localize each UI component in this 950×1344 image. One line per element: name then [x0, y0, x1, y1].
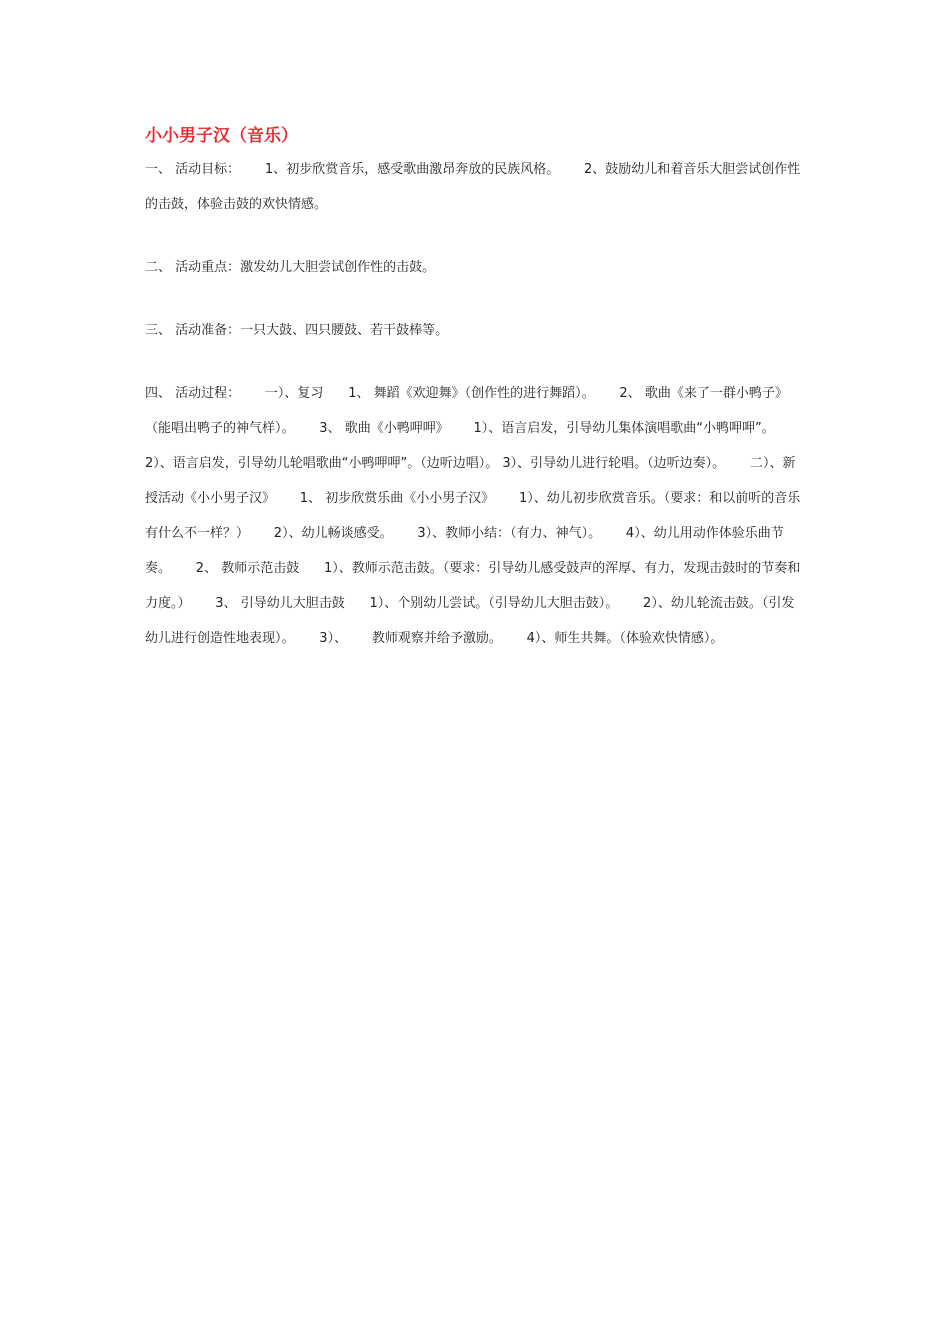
section-focus: 二、 活动重点：激发幼儿大胆尝试创作性的击鼓。 [145, 260, 436, 275]
document-title: 小小男子汉（音乐） [145, 126, 298, 146]
document-body [145, 124, 805, 656]
section-process: 四、 活动过程： 一）、复习 1、 舞蹈《欢迎舞》（创作性的进行舞蹈）。 2、 歌曲《来了一群小鸭子》（能唱出鸭子的神气样）。 3、 歌曲《小鸭呷呷》 1）、语言启发，引导幼儿集体演唱歌曲“小鸭呷呷”。 2）、语言启发，引导幼儿轮唱歌曲“小鸭呷呷”。（边听边唱）。 3）、引导幼儿进行轮唱。（边听边奏）。 二）、新授活动《小小男子汉》 1、 初步欣赏乐曲《小小男子汉》 1）、幼儿初步欣赏音乐。（要求：和以前听的音乐有什么不一样？） 2）、幼儿畅谈感受。 3）、教师小结：（有力、神气）。 4）、幼儿用动作体验乐曲节奏。 2、 教师示范击鼓 1）、教师示范击鼓。（要求：引导幼儿感受鼓声的浑厚、有力，发现击鼓时的节奏和力度。） 3、 引导幼儿大胆击鼓 1）、个别幼儿尝试。（引导幼儿大胆击鼓）。 2）、幼儿轮流击鼓。（引发幼儿进行创造性地表现）。 3）、 教师观察并给予激励。 4）、师生共舞。（体验欢快情感）。 [145, 386, 801, 646]
section-preparation: 三、 活动准备：一只大鼓、四只腰鼓、若干鼓棒等。 [145, 323, 449, 338]
section-goals: 一、 活动目标： 1、初步欣赏音乐，感受歌曲激昂奔放的民族风格。 2、鼓励幼儿和着音乐大胆尝试创作性的击鼓，体验击鼓的欢快情感。 [145, 162, 801, 212]
